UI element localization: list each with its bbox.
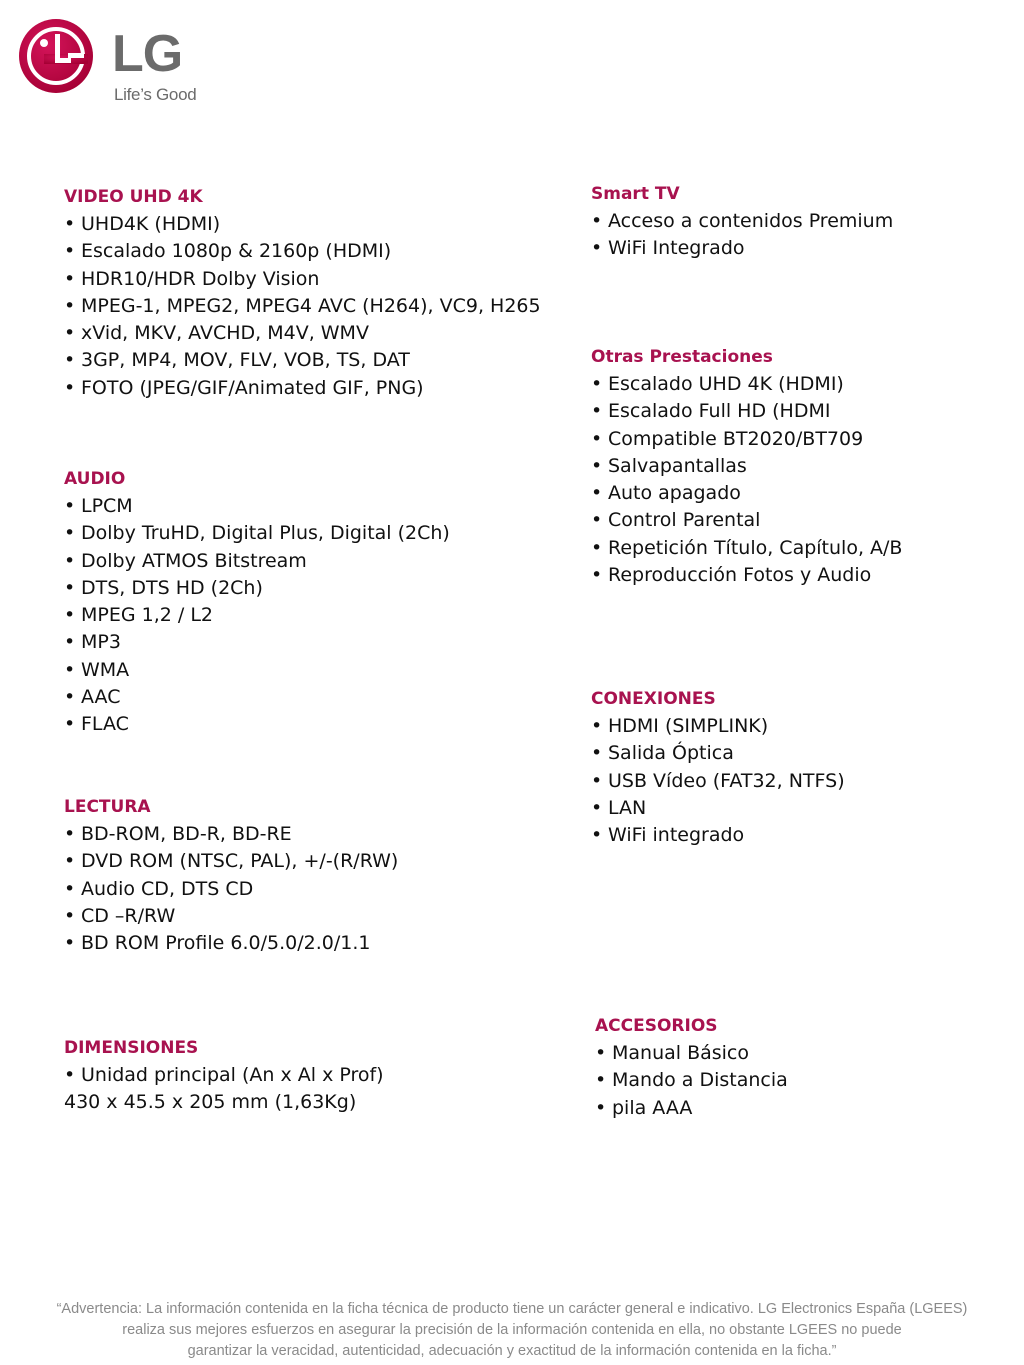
list-item	[64, 347, 541, 374]
list-item-text: pila AAA	[612, 1096, 693, 1119]
list-item	[64, 848, 398, 875]
section-conexiones	[591, 686, 845, 849]
bullet-icon: •	[591, 536, 603, 559]
list-item-text: Escalado Full HD (HDMI	[608, 400, 831, 423]
list-item	[64, 657, 450, 684]
list-item-text: AAC	[81, 686, 121, 709]
bullet-icon: •	[64, 713, 76, 736]
list-item-text: Control Parental	[608, 509, 761, 532]
bullet-icon: •	[64, 294, 76, 317]
list-item	[64, 520, 450, 547]
bullet-icon: •	[64, 213, 76, 235]
section-title: DIMENSIONES	[64, 1038, 199, 1058]
disclaimer-line: realiza sus mejores esfuerzos en asegurar la precisión de la información contenida en ella, no obstante LGEES no puede	[122, 1322, 902, 1338]
list-item-text: xVid, MKV, AVCHD, M4V, WMV	[81, 322, 369, 345]
list-item	[64, 684, 450, 711]
section-audio	[64, 466, 450, 739]
bullet-icon: •	[591, 742, 603, 765]
bullet-icon: •	[591, 454, 603, 477]
bullet-icon: •	[591, 237, 603, 260]
section-accesorios	[595, 1013, 788, 1122]
list-item	[64, 320, 541, 347]
list-item	[64, 876, 398, 903]
list-item	[64, 238, 541, 265]
list-item-text: WiFi integrado	[608, 824, 745, 847]
bullet-icon: •	[591, 564, 603, 587]
bullet-icon: •	[595, 1069, 607, 1092]
bullet-icon: •	[64, 631, 76, 654]
list-item-text: BD ROM Profile 6.0/5.0/2.0/1.1	[81, 932, 371, 955]
list-item-text: MPEG 1,2 / L2	[81, 604, 213, 627]
list-item	[591, 822, 845, 849]
list-item-text: MPEG-1, MPEG2, MPEG4 AVC (H264), VC9, H265	[81, 294, 541, 317]
bullet-icon: •	[64, 686, 76, 709]
section-smart-tv	[591, 181, 893, 263]
list-item-text: Dolby ATMOS Bitstream	[81, 549, 307, 572]
list-item-text: Manual Básico	[612, 1042, 750, 1064]
bullet-icon: •	[64, 658, 76, 681]
list-item-text: CD –R/RW	[81, 904, 176, 927]
list-item	[591, 768, 845, 795]
list-item-text: Acceso a contenidos Premium	[608, 210, 894, 232]
bullet-icon: •	[64, 522, 76, 545]
list-item	[64, 629, 450, 656]
list-item	[64, 548, 450, 575]
list-item-text: DTS, DTS HD (2Ch)	[81, 576, 263, 599]
list-item-text: DVD ROM (NTSC, PAL), +/-(R/RW)	[81, 850, 399, 873]
list-item	[64, 711, 450, 738]
logo-tagline: Life’s Good	[114, 85, 197, 104]
list-item	[591, 371, 902, 398]
bullet-icon: •	[591, 796, 603, 819]
lg-logo	[14, 14, 204, 106]
list-item-text: FLAC	[81, 713, 129, 736]
list-item-text: Salvapantallas	[608, 454, 747, 477]
list-item-text: Dolby TruHD, Digital Plus, Digital (2Ch)	[81, 522, 450, 545]
section-dimensiones	[64, 1035, 384, 1117]
list-item-text: Unidad principal (An x Al x Prof)	[81, 1064, 384, 1086]
bullet-icon: •	[64, 1064, 76, 1086]
list-item	[591, 535, 902, 562]
list-item-text: Mando a Distancia	[612, 1069, 788, 1092]
item-list	[591, 713, 845, 849]
list-item-text: Escalado UHD 4K (HDMI)	[608, 373, 844, 395]
list-item-text: LAN	[608, 796, 647, 819]
bullet-icon: •	[64, 240, 76, 263]
list-item-text: Compatible BT2020/BT709	[608, 427, 864, 450]
disclaimer-footer	[0, 1299, 1024, 1362]
section-lectura	[64, 794, 398, 957]
list-item	[591, 208, 893, 235]
bullet-icon: •	[64, 267, 76, 290]
list-item-text: WiFi Integrado	[608, 237, 745, 260]
list-item-text: UHD4K (HDMI)	[81, 213, 221, 235]
list-item-text: MP3	[81, 631, 121, 654]
section-video	[64, 184, 541, 402]
bullet-icon: •	[64, 576, 76, 599]
bullet-icon: •	[64, 349, 76, 372]
list-item	[591, 740, 845, 767]
list-item	[591, 713, 845, 740]
list-item	[595, 1040, 788, 1067]
list-item	[591, 235, 893, 262]
bullet-icon: •	[64, 850, 76, 873]
section-title: Smart TV	[591, 184, 680, 204]
bullet-icon: •	[64, 877, 76, 900]
list-item-text: 3GP, MP4, MOV, FLV, VOB, TS, DAT	[81, 349, 410, 372]
list-item-text: Audio CD, DTS CD	[81, 877, 254, 900]
bullet-icon: •	[591, 427, 603, 450]
list-item	[64, 821, 398, 848]
list-item	[64, 293, 541, 320]
disclaimer-line: “Advertencia: La información contenida en la ficha técnica de producto tiene un carácter general e indicativo. LG Electronics España (LGEES)	[56, 1301, 968, 1317]
list-item-text: Repetición Título, Capítulo, A/B	[608, 536, 903, 559]
item-list	[591, 208, 893, 263]
bullet-icon: •	[64, 904, 76, 927]
list-item	[595, 1095, 788, 1122]
list-item	[64, 266, 541, 293]
section-title: ACCESORIOS	[595, 1016, 718, 1036]
list-item	[591, 562, 902, 589]
bullet-icon: •	[64, 823, 76, 845]
item-list	[64, 493, 450, 739]
list-item	[591, 426, 902, 453]
disclaimer-line: garantizar la veracidad, autenticidad, adecuación y exactitud de la información contenida en la ficha.”	[187, 1343, 837, 1359]
bullet-icon: •	[591, 400, 603, 423]
bullet-icon: •	[595, 1096, 607, 1119]
list-item-text: USB Vídeo (FAT32, NTFS)	[608, 769, 845, 792]
list-item	[64, 575, 450, 602]
list-item-text: Escalado 1080p & 2160p (HDMI)	[81, 240, 392, 263]
list-item-text: WMA	[81, 658, 130, 681]
bullet-icon: •	[64, 604, 76, 627]
list-item	[591, 795, 845, 822]
bullet-icon: •	[591, 715, 603, 737]
bullet-icon: •	[64, 932, 76, 955]
list-item	[595, 1067, 788, 1094]
section-title: VIDEO UHD 4K	[64, 187, 203, 207]
list-item-text: Reproducción Fotos y Audio	[608, 564, 872, 587]
list-item-text: LPCM	[81, 495, 133, 517]
list-item	[591, 507, 902, 534]
list-item-text: BD-ROM, BD-R, BD-RE	[81, 823, 292, 845]
bullet-icon: •	[64, 495, 76, 517]
section-otras-prestaciones	[591, 344, 902, 589]
list-item	[64, 211, 541, 238]
item-list	[64, 821, 398, 957]
bullet-icon: •	[64, 322, 76, 345]
list-item-text: Auto apagado	[608, 482, 741, 505]
list-item	[591, 398, 902, 425]
list-item-text: Salida Óptica	[608, 742, 734, 765]
bullet-icon: •	[591, 373, 603, 395]
bullet-icon: •	[591, 482, 603, 505]
list-item-text: FOTO (JPEG/GIF/Animated GIF, PNG)	[81, 376, 424, 399]
list-item-text: HDMI (SIMPLINK)	[608, 715, 769, 737]
list-item	[64, 375, 541, 402]
bullet-icon: •	[591, 509, 603, 532]
list-item	[64, 493, 450, 520]
list-item	[64, 1062, 384, 1089]
section-title: AUDIO	[64, 469, 126, 489]
section-title: LECTURA	[64, 797, 151, 817]
bullet-icon: •	[64, 376, 76, 399]
bullet-icon: •	[64, 549, 76, 572]
item-list	[591, 371, 902, 589]
bullet-icon: •	[591, 210, 603, 232]
bullet-icon: •	[591, 769, 603, 792]
list-item	[64, 930, 398, 957]
section-title: Otras Prestaciones	[591, 347, 773, 367]
item-list	[64, 1062, 384, 1089]
list-item-text: HDR10/HDR Dolby Vision	[81, 267, 320, 290]
list-item	[64, 903, 398, 930]
list-item	[591, 453, 902, 480]
list-item	[591, 480, 902, 507]
item-list	[64, 211, 541, 402]
item-list	[595, 1040, 788, 1122]
bullet-icon: •	[595, 1042, 607, 1064]
section-title: CONEXIONES	[591, 689, 716, 709]
list-item	[64, 602, 450, 629]
lg-face-icon	[14, 14, 106, 106]
logo-wordmark: LG	[112, 25, 183, 83]
bullet-icon: •	[591, 824, 603, 847]
dimension-value: 430 x 45.5 x 205 mm (1,63Kg)	[64, 1091, 357, 1114]
